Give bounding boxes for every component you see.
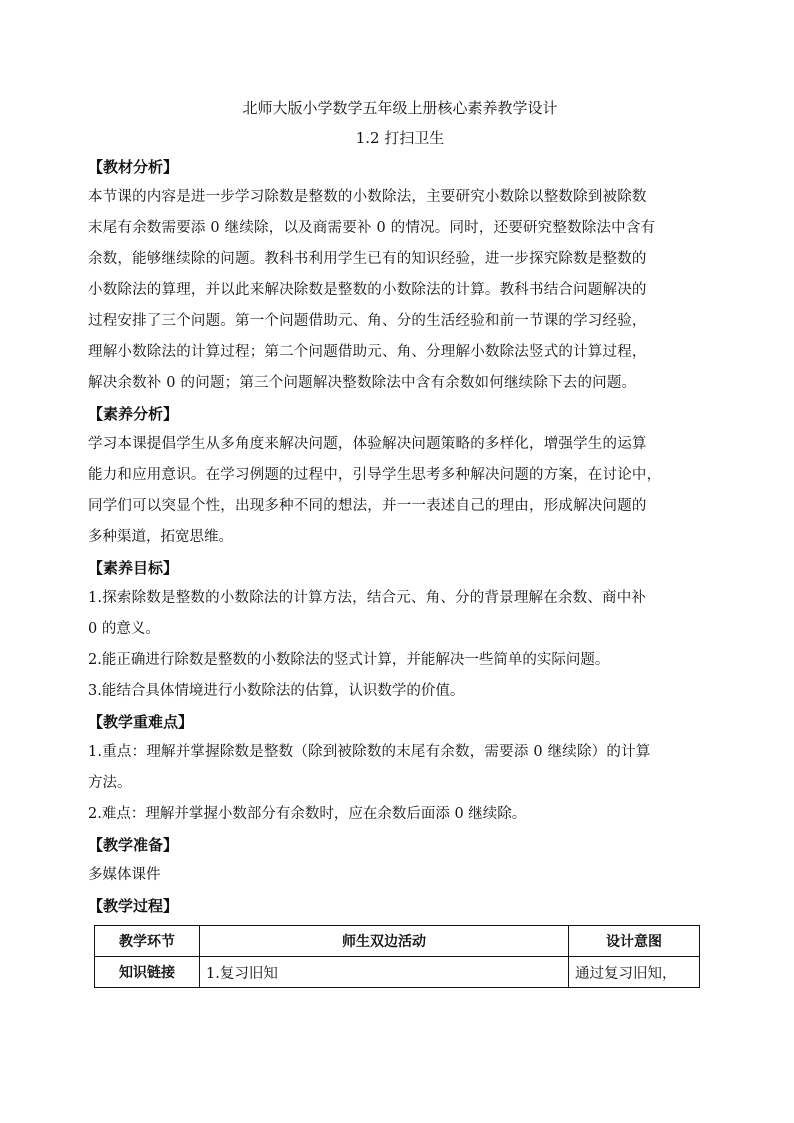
paragraph-line: 多种渠道，拓宽思维。 [88, 529, 233, 545]
process-table [94, 925, 700, 988]
table-header-cell: 教学环节 [95, 926, 200, 957]
key-point-line: 1.重点：理解并掌握除数是整数（除到被除数的末尾有余数，需要添 0 继续除）的计算 [88, 744, 651, 760]
paragraph-line: 能力和应用意识。在学习例题的过程中，引导学生思考多种解决问题的方案，在讨论中， [88, 467, 662, 483]
goal-line: 3.能结合具体情境进行小数除法的估算，认识数学的价值。 [88, 683, 465, 699]
paragraph-line: 理解小数除法的计算过程；第二个问题借助元、角、分理解小数除法竖式的计算过程， [88, 344, 647, 360]
paragraph-line: 余数，能够继续除的问题。教科书利用学生已有的知识经验，进一步探究除数是整数的 [88, 251, 647, 267]
paragraph-line: 学习本课提倡学生从多角度来解决问题，体验解决问题策略的多样化，增强学生的运算 [88, 436, 647, 452]
section-preparation [88, 830, 712, 891]
table-header-cell: 师生双边活动 [200, 926, 569, 957]
goal-line: 1.探索除数是整数的小数除法的计算方法，结合元、角、分的背景理解在余数、商中补 [88, 590, 647, 606]
paragraph-line: 末尾有余数需要添 0 继续除，以及商需要补 0 的情况。同时，还要研究整数除法中含有 [88, 220, 656, 236]
section-textbook-analysis [88, 152, 712, 399]
paragraph-line: 解决余数补 0 的问题；第三个问题解决整数除法中含有余数如何继续除下去的问题。 [88, 375, 637, 391]
section-heading: 【教学准备】 [88, 836, 179, 854]
section-heading: 【素养目标】 [88, 559, 179, 577]
key-point-line: 方法。 [88, 775, 132, 791]
section-key-points [88, 707, 712, 830]
paragraph-line: 过程安排了三个问题。第一个问题借助元、角、分的生活经验和前一节课的学习经验， [88, 313, 647, 329]
table-row [95, 957, 700, 988]
lesson-subtitle: 1.2 打扫卫生 [355, 129, 445, 147]
section-heading: 【教材分析】 [88, 158, 179, 176]
table-cell-intent: 通过复习旧知， [569, 957, 700, 988]
table-header-row [95, 926, 700, 957]
section-literacy-goals [88, 553, 712, 707]
goal-line: 0 的意义。 [88, 621, 160, 637]
section-process [88, 891, 712, 988]
document-title: 北师大版小学数学五年级上册核心素养教学设计 [242, 99, 558, 117]
document-page [88, 96, 712, 988]
table-header-cell: 设计意图 [569, 926, 700, 957]
section-literacy-analysis [88, 399, 712, 553]
paragraph-line: 同学们可以突显个性，出现多种不同的想法，并一一表述自己的理由，形成解决问题的 [88, 498, 647, 514]
section-heading: 【教学重难点】 [88, 713, 194, 731]
section-heading: 【素养分析】 [88, 405, 179, 423]
table-cell-activity: 1.复习旧知 [200, 957, 569, 988]
paragraph-line: 本节课的内容是进一步学习除数是整数的小数除法，主要研究小数除以整数除到被除数 [88, 189, 647, 205]
key-point-line: 2.难点：理解并掌握小数部分有余数时，应在余数后面添 0 继续除。 [88, 806, 527, 822]
goal-line: 2.能正确进行除数是整数的小数除法的竖式计算，并能解决一些简单的实际问题。 [88, 652, 610, 668]
paragraph-line: 小数除法的算理，并以此来解决除数是整数的小数除法的计算。教科书结合问题解决的 [88, 282, 647, 298]
table-cell-stage: 知识链接 [95, 957, 200, 988]
section-heading: 【教学过程】 [88, 897, 179, 915]
preparation-line: 多媒体课件 [88, 867, 161, 883]
